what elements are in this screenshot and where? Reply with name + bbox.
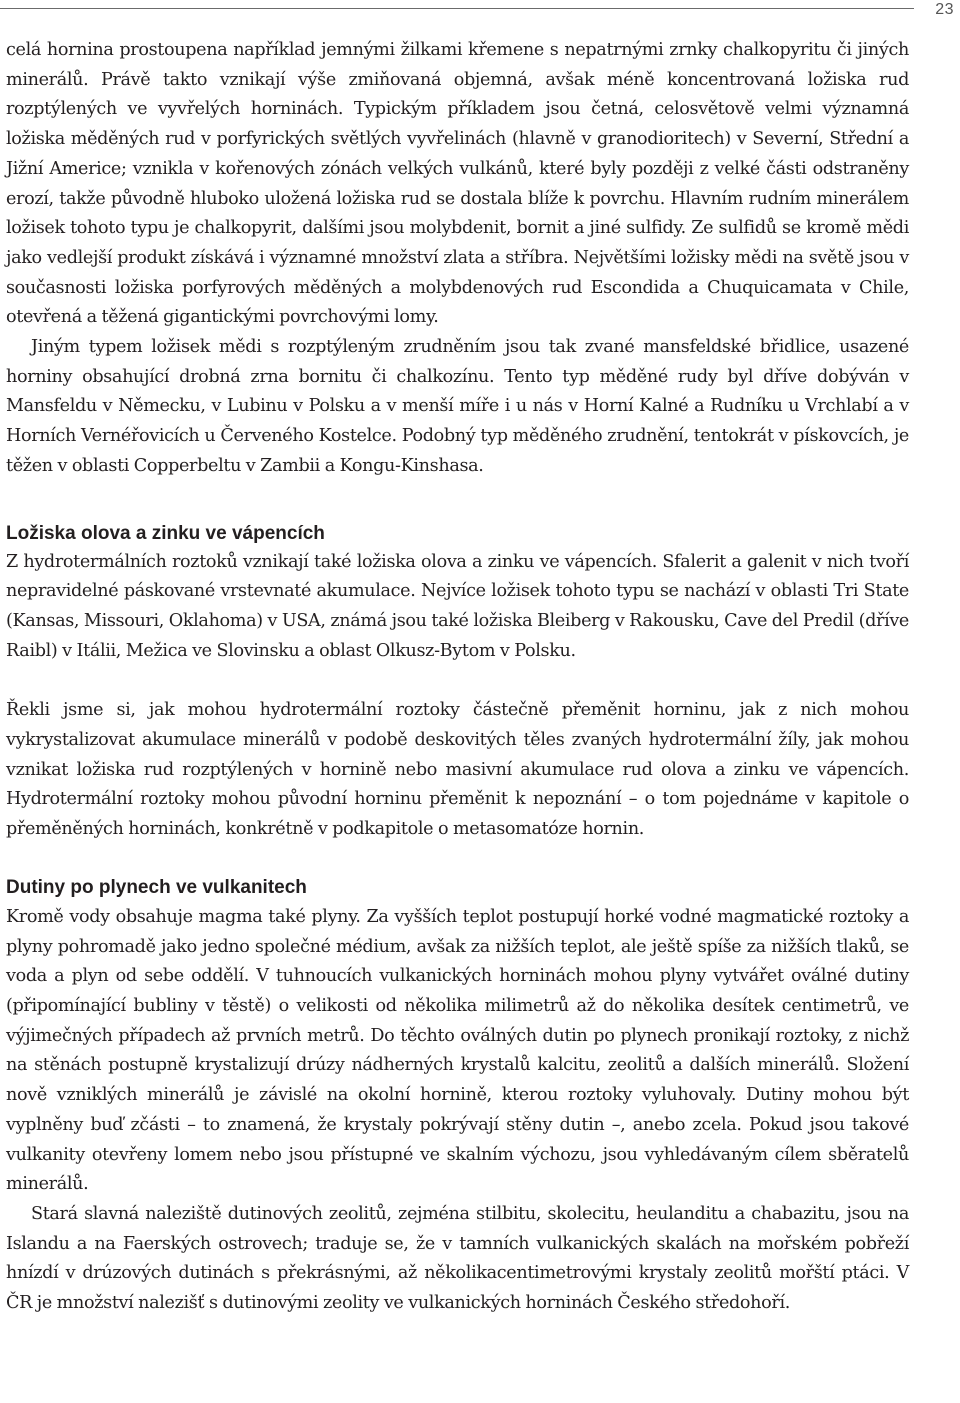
page-content	[6, 36, 909, 1319]
section-heading-lead-zinc: Ložiska olova a zinku ve vápencích	[6, 522, 325, 544]
header-rule	[0, 8, 914, 9]
page-number: 23	[935, 1, 954, 18]
paragraph-mansfeld-shale: Jiným typem ložisek mědi s rozptýleným zrudněním jsou tak zvané mansfeldské břidlice, usazené horniny obsahující drobná zrna bornitu či chalkozínu. Tento typ měděné rudy byl dříve dobýván v Mansfeldu v Německu, v Lubinu v Polsku a v menší míře i u nás v Horní Kalné a Rudníku u Vrchlabí a v Horních Vernéřovicích u Červeného Kostelce. Podobný typ měděného zrudnění, tentokrát v pískovcích, je těžen v oblasti Copperbeltu v Zambii a Kongu-Kinshasa.	[6, 337, 909, 476]
paragraph-zeolite-localities: Stará slavná naleziště dutinových zeolitů, zejména stilbitu, skolecitu, heulanditu a chabazitu, jsou na Islandu a na Faerských ostrovech; traduje se, že v tamních vulkanických skalách na mořském pobřeží hnízdí v drúzových dutinách s překrásnými, až několikacentimetrovými krystaly zeolitů mořští ptáci. V ČR je množství nalezišť s dutinovými zeolity ve vulkanických horninách Českého středohoří.	[6, 1203, 909, 1314]
paragraph-gas-cavities: Kromě vody obsahuje magma také plyny. Za vyšších teplot postupují horké vodné magmatické roztoky a plyny pohromadě jako jedno společné médium, avšak za nižších teplot, ale ještě spíše za nižších tlaků, se voda a plyn od sebe oddělí. V tuhnoucích vulkanických horninách mohou plyny vytvářet oválné dutiny (připomínající bubliny v těstě) o velikosti od několika milimetrů až do několika desítek centimetrů, ve výjimečných případech až prvních metrů. Do těchto oválných dutin po plynech pronikají roztoky, z nichž na stěnách postupně krystalizují drúzy nádherných krystalů kalcitu, zeolitů a dalších minerálů. Složení nově vzniklých minerálů je závislé na okolní hornině, kterou roztoky vyluhovaly. Dutiny mohou být vyplněny buď zčásti – to znamená, že krystaly pokrývají stěny dutin –, anebo zcela. Pokud jsou takové vulkanity otevřeny lomem nebo jsou přístupné ve skalním výchozu, jsou vyhledávaným cílem sběratelů minerálů.	[6, 906, 909, 1195]
paragraph-porphyry-copper: celá hornina prostoupena například jemnými žilkami křemene s nepatrnými zrnky chalkopyritu či jiných minerálů. Právě takto vznikají výše zmiňovaná objemná, avšak méně koncentrovaná ložiska rud rozptýlených ve vyvřelých horninách. Typickým příkladem jsou četná, celosvětově velmi významná ložiska měděných rud v porfyrických světlých vyvřelinách (hlavně v granodioritech) v Severní, Střední a Jižní Americe; vznikla v kořenových zónách velkých vulkánů, které byly později z velké části odstraněny erozí, takže původně hluboko uložená ložiska rud se dostala blíže k povrchu. Hlavním rudním minerálem ložisek tohoto typu je chalkopyrit, dalšími jsou molybdenit, bornit a jiné sulfidy. Ze sulfidů se kromě mědi jako vedlejší produkt získává i významné množství zlata a stříbra. Největšími ložisky mědi na světě jsou v současnosti ložiska porfyrových měděných a molybdenových rud Escondida a Chuquicamata v Chile, otevřená a těžená gigantickými povrchovými lomy.	[6, 40, 909, 328]
paragraph-lead-zinc: Z hydrotermálních roztoků vznikají také ložiska olova a zinku ve vápencích. Sfalerit a galenit v nich tvoří nepravidelné páskované vrstevnaté akumulace. Nejvíce ložisek tohoto typu se nachází v oblasti Tri State (Kansas, Missouri, Oklahoma) v USA, známá jsou také ložiska Bleiberg v Rakousku, Cave del Predil (dříve Raibl) v Itálii, Mežica ve Slovinsku a oblast Olkusz-Bytom v Polsku.	[6, 551, 909, 661]
paragraph-hydrothermal-summary: Řekli jsme si, jak mohou hydrotermální roztoky částečně přeměnit horninu, jak z nich mohou vykrystalizovat akumulace minerálů v podobě deskovitých těles zvaných hydrotermální žíly, jak mohou vznikat ložiska rud rozptýlených v hornině nebo masivní akumulace rud olova a zinku ve vápencích. Hydrotermální roztoky mohou původní horninu přeměnit k nepoznání – o tom pojednáme v kapitole o přeměněných horninách, konkrétně v podkapitole o metasomatóze hornin.	[6, 700, 909, 840]
section-heading-gas-cavities: Dutiny po plynech ve vulkanitech	[6, 876, 307, 898]
